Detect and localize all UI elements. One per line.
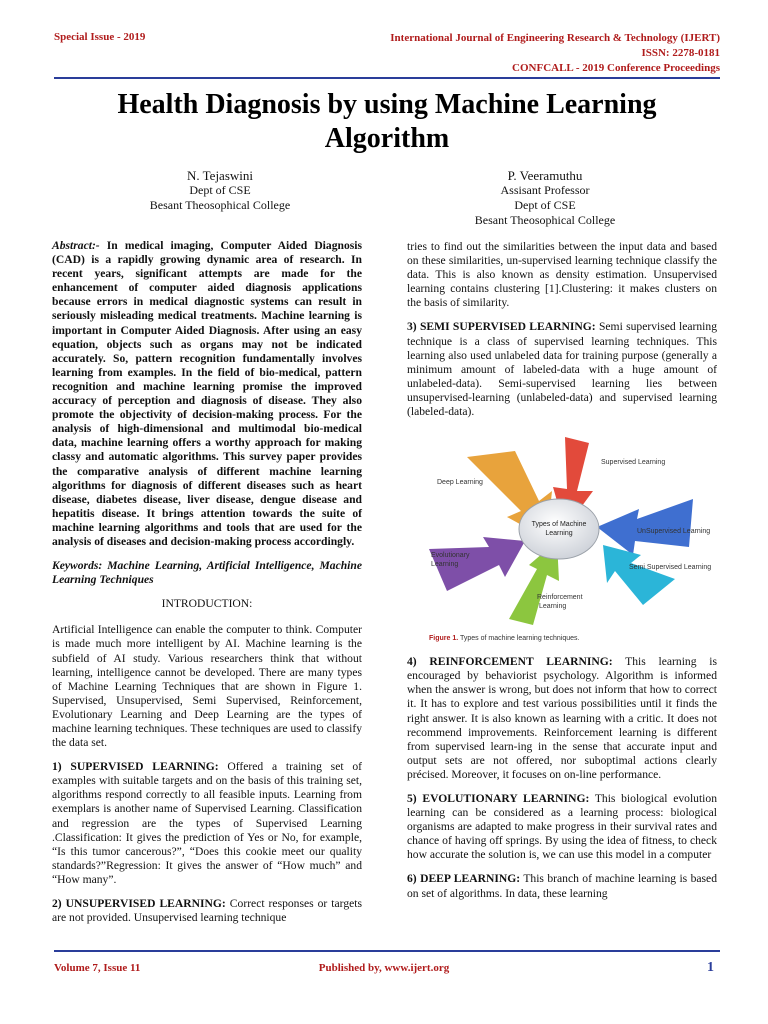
section-heading: 5) EVOLUTIONARY LEARNING: [407,791,590,805]
label-reinforcement-2: Learning [539,603,567,611]
section-deep-learning [407,872,717,900]
section-reinforcement [407,655,717,782]
abstract [52,239,362,549]
section-evolutionary [407,792,717,862]
section-supervised [52,760,362,887]
author-name: P. Veeramuthu [507,168,583,183]
right-column [407,240,717,911]
paper-title [54,88,720,156]
section-unsupervised [52,897,362,925]
hub-label-line-2: Learning [545,530,573,538]
footer-volume: Volume 7, Issue 11 [54,962,141,974]
section-semi-supervised [407,320,717,419]
conference-name: CONFCALL - 2019 Conference Proceedings [512,62,720,74]
journal-name: International Journal of Engineering Research & Technology (IJERT) [390,32,720,44]
header-divider [54,77,720,79]
unsupervised-arrow [597,499,693,555]
section-text: Correct responses or targets are not provided. Unsupervised learning technique [52,897,362,925]
introduction-text: Artificial Intelligence can enable the computer to think. Computer is made much more intelligent by AI. Machine learning is the subfield of AI study. Various researchers think that without learning, intelligence cannot be developed. There are many types of Machine Learning Techniques that are shown in Figure 1. Supervised, Unsupervised, Semi Supervised, Reinforcement, Evolutionary Learning and Deep Learning are the types of machine learning techniques. These techniques are used to classify the data set. [52,623,362,750]
author-block-1 [110,168,330,213]
section-text: This learning is encouraged by behaviorist psychology. Algorithm is informed when the answer is wrong, but does not inform that how to correct it. It has to explore and test various possibilities until it finds the right answer. It is also known as learning with a critic. It does not recommend improvements. Reinforcement learning is different from supervised learn-ing in the sense that accurate input and output sets are not offered, nor suboptimal actions clearly précised. Moreover, it focuses on on-line performance. [407,655,717,781]
author-name: N. Tejaswini [186,168,253,183]
header-special-issue: Special Issue - 2019 [54,31,146,43]
label-unsupervised: UnSupervised Learning [637,528,711,536]
label-evolutionary-1: Evolutionary [431,552,470,560]
keywords: Keywords: Machine Learning, Artificial Intelligence, Machine Learning Techniques [52,559,362,587]
figure-ml-types [407,429,715,647]
semi-supervised-arrow [603,545,675,605]
section-text: This branch of machine learning is based on set of algorithms. In data, these learning [407,872,718,900]
introduction-heading: INTRODUCTION: [161,597,253,611]
paper-title-line-1: Health Diagnosis by using Machine Learning [117,89,657,120]
abstract-text: In medical imaging, Computer Aided Diagnosis (CAD) is a rapidly growing dynamic area of research. In recent years, significant attempts are made for the enhancement of computer aided diagnosis applications because errors in medical diagnostic systems can result in seriously misleading medical treatments. Machine learning is important in Computer Aided Diagnosis. After using an easy equation, objects such as organs may not be indicated accurately. So, pattern recognition fundamentally involves learning from examples. In the field of bio-medical, pattern recognition and machine learning promise the improved accuracy of perception and diagnosis of disease. They also promote the objectivity of decision-making process. For the analysis of high-dimensional and multimodal bio-medical data, machine learning offers a worthy approach for making classy and automatic algorithms. This survey paper provides the comparative analysis of different machine learning algorithms for diagnosis of different diseases such as heart disease, diabetes disease, liver disease, dengue disease and hepatitis disease. It brings attention towards the suite of machine learning algorithms and tools that are used for the analysis of diseases and decision-making process accordingly. [52,239,362,548]
label-supervised: Supervised Learning [601,459,666,467]
figure-caption-text: Types of machine learning techniques. [458,635,580,643]
label-reinforcement-1: Reinforcement [537,594,583,602]
author-block-2 [432,168,658,228]
footer-publisher: Published by, www.ijert.org [318,962,450,974]
author-college: Besant Theosophical College [149,198,291,212]
left-column [52,239,362,935]
section-heading: 2) UNSUPERVISED LEARNING: [52,897,226,911]
footer-divider [54,950,720,952]
abstract-label: Abstract:- [52,239,100,252]
author-role: Assisant Professor [500,183,590,197]
ml-types-hub [519,499,599,559]
page-number: 1 [707,960,714,975]
section-heading: 6) DEEP LEARNING: [407,872,521,886]
author-dept: Dept of CSE [514,198,576,212]
hub-label-line-1: Types of Machine [531,521,587,529]
ml-types-diagram [407,429,715,647]
section-text: Offered a training set of examples with suitable targets and on the basis of this training set, algorithms respond correctly to all feasible inputs. Learning from exemplars is another name of Supervised Learning. Classification and regression are the types of Supervised Learning .Classification: It gives the prediction of Yes or No, for example, “Is this tumor cancerous?”, “Does this cookie meet our quality standards?”Regression: It gives the answer of “How much” and “How many”. [52,760,362,886]
author-college: Besant Theosophical College [474,213,616,227]
header-journal-info [390,31,720,76]
section-text: Semi supervised learning technique is a class of supervised learning techniques. This learning also used unlabeled data for training purpose (generally a minimum amount of labeled-data with a huge amount of unlabeled-data). Semi-supervised learning lies between unsupervised-learning (unlabeled-data) and supervised learning (labeled-data). [407,320,717,419]
label-semi-supervised: Semi Supervised Learning [629,564,712,572]
figure-caption [429,632,579,646]
author-dept: Dept of CSE [189,183,251,197]
paper-title-line-2: Algorithm [324,123,450,154]
section-text: This biological evolution learning can be considered as a learning process: biological organisms are adapted to make progress in their survival rates and chance of having off springs. By using the idea of fitness, to check how accurate the solution is, we can use this model in a computer [407,791,717,862]
journal-issn: ISSN: 2278-0181 [641,47,720,59]
unsupervised-continued: tries to find out the similarities between the input data and based on these similarities, un-supervised learning technique classify the data. This is also known as density estimation. Unsupervised learning contains clustering [1].Clustering: it makes clusters on the basis of similarity. [407,240,717,310]
figure-caption-label: Figure 1. [429,635,459,643]
section-heading: 4) REINFORCEMENT LEARNING: [407,655,613,669]
section-heading: 3) SEMI SUPERVISED LEARNING: [407,320,596,334]
label-deep-learning: Deep Learning [437,479,483,487]
label-evolutionary-2: Learning [431,561,459,569]
section-heading: 1) SUPERVISED LEARNING: [52,760,219,774]
